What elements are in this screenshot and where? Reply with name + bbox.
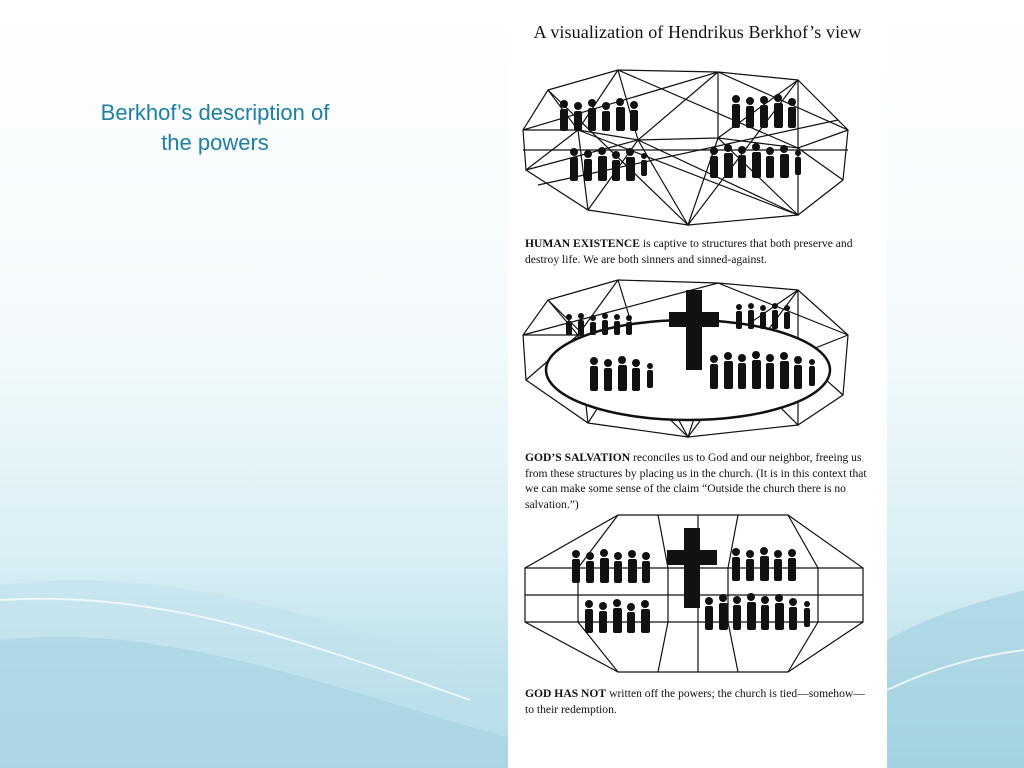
caption-lead: GOD HAS NOT [525,687,607,700]
geodesic-structure-icon [508,510,887,680]
caption-god-has-not [525,686,870,717]
caption-body: written off the powers; the church is tied—somehow— to their redemption. [525,687,865,716]
caption-human-existence [525,236,870,267]
caption-lead: GOD’S SALVATION [525,451,631,464]
figure-title: A visualization of Hendrikus Berkhof’s view [533,22,862,42]
caption-lead: HUMAN EXISTENCE [525,237,640,250]
caption-body: reconciles us to God and our neighbor, freeing us from these structures by placing us in the church. (It is in this context that we can make some sense of the claim “Outside the church there is no salvation.”) [525,451,867,511]
caption-body: is captive to structures that both preserve and destroy life. We are both sinners and sinned-against. [525,237,853,266]
geodesic-structure-icon [508,60,887,230]
slide-title [60,98,370,158]
figure-panel [508,0,887,768]
slide-title-line-1: Berkhof’s description of [100,100,330,125]
caption-gods-salvation [525,450,870,512]
slide-title-line-2: the powers [161,130,269,155]
geodesic-structure-icon [508,275,887,445]
